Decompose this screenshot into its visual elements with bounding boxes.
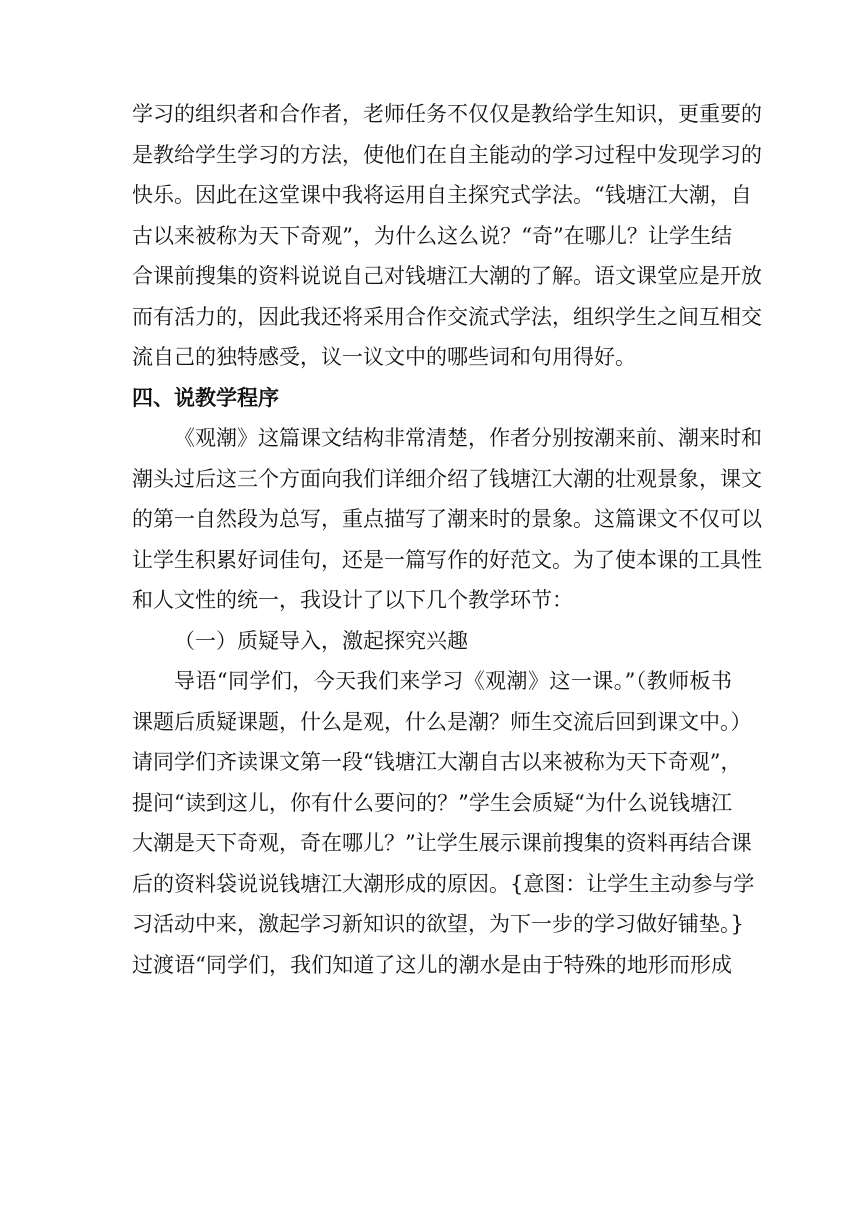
section-four-heading: 四、说教学程序 bbox=[132, 385, 279, 410]
paragraph-line: 而有活力的，因此我还将采用合作交流式学法，组织学生之间互相交 bbox=[132, 304, 762, 329]
document-page bbox=[132, 94, 762, 985]
subsection-one-heading: （一）质疑导入，激起探究兴趣 bbox=[174, 628, 468, 653]
paragraph-line: 和人文性的统一，我设计了以下几个教学环节： bbox=[132, 588, 573, 612]
paragraph-line: 过渡语“同学们，我们知道了这儿的潮水是由于特殊的地形而形成 bbox=[132, 952, 732, 977]
paragraph-line: 请同学们齐读课文第一段“钱塘江大潮自古以来被称为天下奇观”， bbox=[132, 750, 742, 774]
paragraph-line: 大潮是天下奇观，奇在哪儿？”让学生展示课前搜集的资料再结合课 bbox=[132, 831, 752, 855]
paragraph-line: 课题后质疑课题，什么是观，什么是潮？师生交流后回到课文中。） bbox=[132, 709, 752, 734]
paragraph-line: 合课前搜集的资料说说自己对钱塘江大潮的了解。语文课堂应是开放 bbox=[132, 264, 762, 288]
paragraph-line: 潮头过后这三个方面向我们详细介绍了钱塘江大潮的壮观景象，课文 bbox=[132, 466, 762, 491]
subsection-one-paragraph bbox=[132, 661, 755, 985]
paragraph-line: 古以来被称为天下奇观”，为什么这么说？“奇”在哪儿？让学生结 bbox=[132, 223, 732, 248]
paragraph-line: 快乐。因此在这堂课中我将运用自主探究式学法。“钱塘江大潮，自 bbox=[132, 183, 752, 207]
paragraph-line: 的第一自然段为总写，重点描写了潮来时的景象。这篇课文不仅可以 bbox=[132, 507, 762, 531]
paragraph-line: 学习的组织者和合作者，老师任务不仅仅是教给学生知识，更重要的 bbox=[132, 102, 762, 126]
paragraph-line: 《观潮》这篇课文结构非常清楚，作者分别按潮来前、潮来时和 bbox=[174, 426, 762, 450]
paragraph-line: 导语“同学们，今天我们来学习《观潮》这一课。”（教师板书 bbox=[174, 669, 732, 693]
paragraph-line: 提问“读到这儿，你有什么要问的？”学生会质疑“为什么说钱塘江 bbox=[132, 790, 732, 815]
paragraph-line: 后的资料袋说说钱塘江大潮形成的原因。{意图：让学生主动参与学 bbox=[132, 871, 755, 896]
paragraph-line: 流自己的独特感受，议一议文中的哪些词和句用得好。 bbox=[132, 345, 636, 369]
paragraph-line: 是教给学生学习的方法，使他们在自主能动的学习过程中发现学习的 bbox=[132, 142, 762, 167]
section-three-tail-paragraph bbox=[132, 94, 762, 378]
section-four-intro-paragraph bbox=[132, 418, 762, 621]
paragraph-line: 习活动中来，激起学习新知识的欲望，为下一步的学习做好铺垫。} bbox=[132, 912, 744, 936]
paragraph-line: 让学生积累好词佳句，还是一篇写作的好范文。为了使本课的工具性 bbox=[132, 547, 762, 572]
